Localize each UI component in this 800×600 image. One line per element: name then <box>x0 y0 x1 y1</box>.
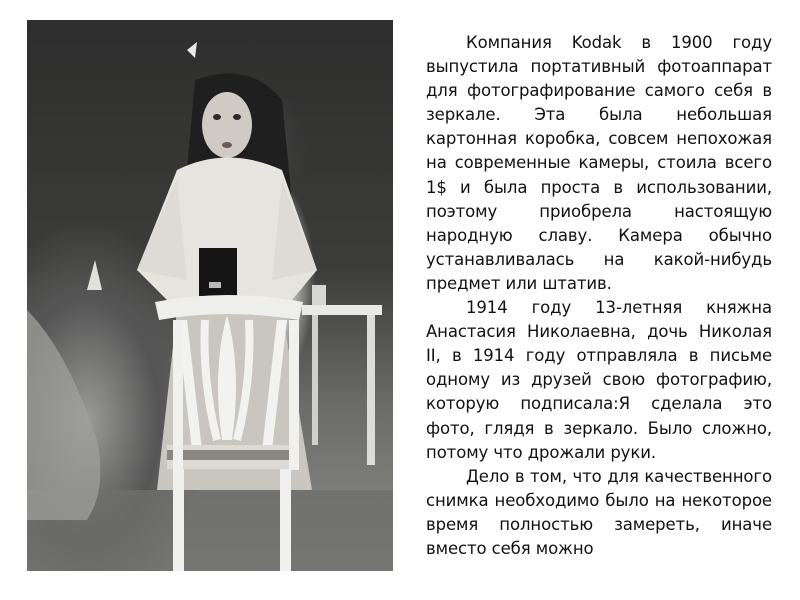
photo-illustration <box>27 20 393 571</box>
paragraph-1: Компания Kodak в 1900 году выпустила портативный фотоаппарат для фотографирование самого себя в зеркале. Эта была небольшая картонная коробка, совсем непохожая на современные камеры, стоила всего 1$ и была проста в использовании, поэтому приобрела настоящую народную славу. Камера обычно устанавливалась на какой-нибудь предмет или штатив. <box>426 33 772 293</box>
paragraph-2: 1914 году 13-летняя княжна Анастасия Николаевна, дочь Николая II, в 1914 году отправляла в письме одному из друзей свою фотографию, которую подписала:Я сделала это фото, глядя в зеркало. Было сложно, потому что дрожали руки. <box>426 298 772 462</box>
paragraph-3: Дело в том, что для качественного снимка необходимо было на некоторое время полностью замереть, иначе вместо себя можно <box>426 466 772 558</box>
article-text <box>426 31 772 561</box>
historical-photograph <box>27 20 393 571</box>
